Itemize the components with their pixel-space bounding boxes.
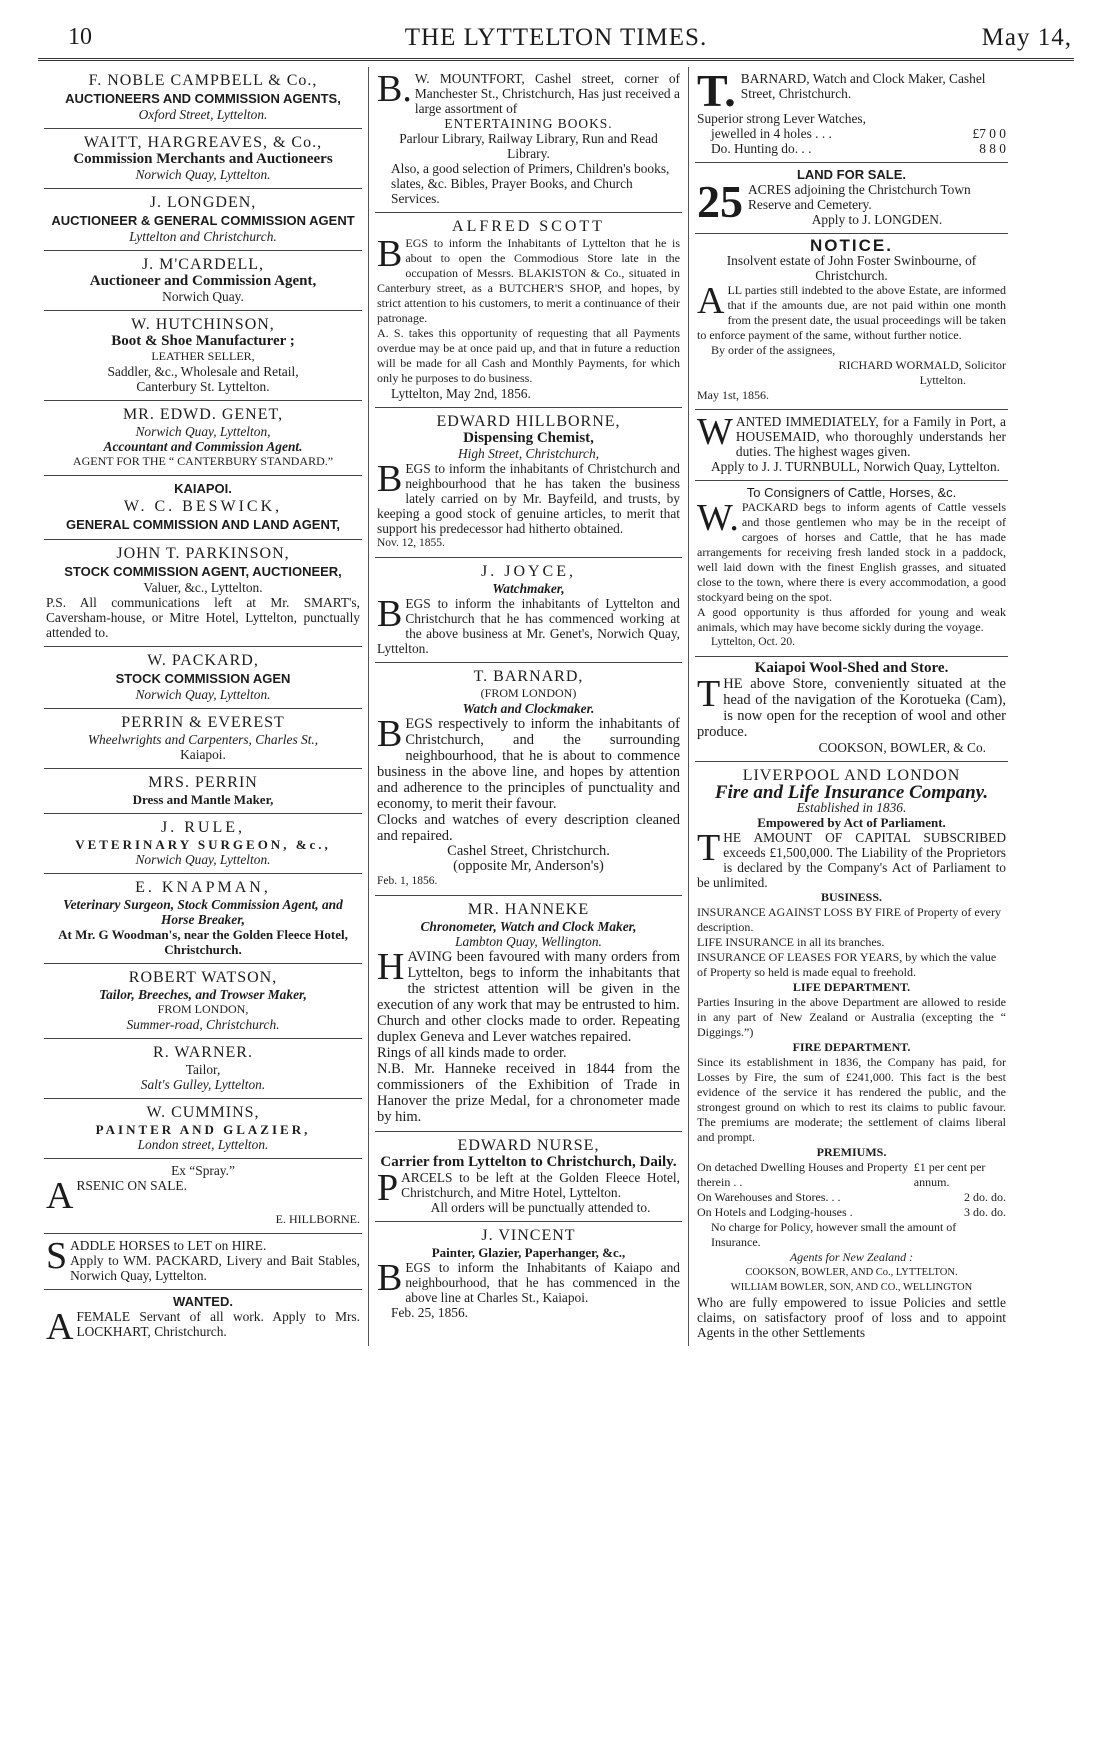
ad-perrin-everest: PERRIN & EVEREST Wheelwrights and Carpenters, Charles St., Kaiapoi. [44, 709, 362, 769]
ad-barnard-watches: T. BARNARD, Watch and Clock Maker, Cashel Street, Christchurch. Superior strong Lever Watches, jewelled in 4 holes . . . £7 0 0 Do. Hunting do. . . 8 8 0 [695, 67, 1008, 163]
ad-alfred-scott: ALFRED SCOTT BEGS to inform the Inhabitants of Lyttelton that he is about to open the Commodious Store late in the occupation of Messrs. BLAKISTON & Co., situated in Canterbury street, as a BUTCHER'S SHOP, and hopes, by strict attention to his customers, to merit a continuance of their patronage. A. S. takes this opportunity of requesting that all Payments overdue may be at once paid up, and that in future a reduction will be made for all Cash and Monthly Payments, for which only he purposes to do business. Lyttelton, May 2nd, 1856. [375, 213, 682, 408]
ad-wanted-female: WANTED. A FEMALE Servant of all work. Apply to Mrs. LOCKHART, Christchurch. [46, 1294, 360, 1348]
ad-genet: MR. EDWD. GENET, Norwich Quay, Lyttelton, Accountant and Commission Agent. AGENT FOR THE “ CANTERBURY STANDARD.” [44, 401, 362, 476]
ad-t-barnard: T. BARNARD, (FROM LONDON) Watch and Clockmaker. BEGS respectively to inform the inhabitants of Christchurch, and the surrounding neighbourhood, that he is about to commence business in the above line, and hopes by attention and adherence to the principles of punctuality and economy, to merit their favour. Clocks and watches of every description cleaned and repaired. Cashel Street, Christchurch. (opposite Mr, Anderson's) Feb. 1, 1856. [375, 663, 682, 896]
ad-insurance: LIVERPOOL AND LONDON Fire and Life Insurance Company. Established in 1836. Empowered by Act of Parliament. THE AMOUNT OF CAPITAL SUBSCRIBED exceeds £1,500,000. The Liability of the Proprietors is declared by the Company's Act of Parliament to be unlimited. BUSINESS. INSURANCE AGAINST LOSS BY FIRE of Property of every description. LIFE INSURANCE in all its branches. INSURANCE OF LEASES FOR YEARS, by which the value of Property so held is made equal to freehold. LIFE DEPARTMENT. Parties Insuring in the above Department are allowed to reside in any part of New Zealand or Australia (excepting the “ Diggings.”) FIRE DEPARTMENT. Since its establishment in 1836, the Company has paid, for Losses by Fire, the sum of £241,000. This fact is the best evidence of the service it has rendered the public, and the strongest ground on which to rest its claims to public favour. The premiums are moderate; the settlement of claims liberal and prompt. PREMIUMS. On detached Dwelling Houses and Property therein . . £1 per cent per annum. On Warehouses and Stores. . . 2 do. do. On Hotels and Lodging-houses . 3 do. do. No charge for Policy, however small the amount of Insurance. Agents for New Zealand : COOKSON, BOWLER, AND Co., LYTTELTON. WILLIAM BOWLER, SON, AND CO., WELLINGTON Who are fully empowered to issue Policies and settle claims, on satisfactory proof of loss and to appoint Agents in the other Settlements [697, 767, 1006, 1340]
ad-saddle-horses: S ADDLE HORSES to LET on HIRE. Apply to WM. PACKARD, Livery and Bait Stables, Norwich Quay, Lyttelton. [44, 1234, 362, 1290]
ad-campbell: F. NOBLE CAMPBELL & Co., AUCTIONEERS AND COMMISSION AGENTS, Oxford Street, Lyttelton. [44, 67, 362, 129]
ad-parkinson: JOHN T. PARKINSON, STOCK COMMISSION AGENT, AUCTIONEER, Valuer, &c., Lyttelton. P.S. All communications left at Mr. SMART's, Caversham-house, or Mitre Hotel, Lyttelton, punctually attended to. [44, 540, 362, 647]
page-number: 10 [68, 24, 92, 50]
ad-mccardell: J. M'CARDELL, Auctioneer and Commission Agent, Norwich Quay. [44, 251, 362, 311]
ad-hillborne: EDWARD HILLBORNE, Dispensing Chemist, High Street, Christchurch, BEGS to inform the inhabitants of Christchurch and neighbourhood that he has taken the business lately carried on by Mr. Bayfeild, and trusts, by keeping a good stock of genuine articles, to merit that support his predecessor had hitherto obtained. Nov. 12, 1855. [375, 408, 682, 558]
ad-mrs-perrin: MRS. PERRIN Dress and Mantle Maker, [44, 769, 362, 814]
ad-packard-stock: W. PACKARD, STOCK COMMISSION AGEN Norwich Quay, Lyttelton. [44, 647, 362, 709]
ad-land-for-sale: LAND FOR SALE. 25 ACRES adjoining the Christchurch Town Reserve and Cemetery. Apply to J. LONGDEN. [695, 163, 1008, 234]
columns [38, 67, 1074, 1346]
masthead-rule [38, 58, 1074, 61]
column-2 [368, 67, 688, 1346]
ad-woolshed: Kaiapoi Wool-Shed and Store. THE above Store, conveniently situated at the head of the navigation of the Korotueka (Cam), is now open for the reception of wool and other produce. COOKSON, BOWLER, & Co. [695, 657, 1008, 762]
issue-date: May 14, [981, 24, 1072, 51]
ad-watson: ROBERT WATSON, Tailor, Breeches, and Trowser Maker, FROM LONDON, Summer-road, Christchurch. [44, 964, 362, 1039]
ad-consigners: To Consigners of Cattle, Horses, &c. W. PACKARD begs to inform agents of Cattle vessels and those gentlemen who may be in the receipt of cargoes of horses and Cattle, that he has made arrangements for receiving fresh landed stock in a paddock, well laid down with the finest English grasses, and situated close to the town, where there is every accommodation, a good stockyard being on the spot. A good opportunity is thus afforded for young and weak animals, which may have become sickly during the voyage. Lyttelton, Oct. 20. [695, 481, 1008, 657]
ad-rule: J. RULE, VETERINARY SURGEON, &c., Norwich Quay, Lyttelton. [44, 814, 362, 874]
ad-cummins: W. CUMMINS, PAINTER AND GLAZIER, London street, Lyttelton. [44, 1099, 362, 1159]
newspaper-title: THE LYTTELTON TIMES. [404, 24, 708, 51]
ad-longden: J. LONGDEN, AUCTIONEER & GENERAL COMMISSION AGENT Lyttelton and Christchurch. [44, 189, 362, 251]
ad-warner: R. WARNER. Tailor, Salt's Gulley, Lyttelton. [44, 1039, 362, 1099]
column-1 [38, 67, 368, 1346]
ad-edward-nurse: EDWARD NURSE, Carrier from Lyttelton to Christchurch, Daily. PARCELS to be left at the Golden Fleece Hotel, Christchurch, and Mitre Hotel, Lyttelton. All orders will be punctually attended to. [375, 1132, 682, 1222]
ad-waitt-hargreaves: WAITT, HARGREAVES, & Co., Commission Merchants and Auctioneers Norwich Quay, Lyttelton. [44, 129, 362, 189]
ad-hutchinson: W. HUTCHINSON, Boot & Shoe Manufacturer ; LEATHER SELLER, Saddler, &c., Wholesale and Retail, Canterbury St. Lyttelton. [44, 311, 362, 401]
ad-mountfort: B. W. MOUNTFORT, Cashel street, corner of Manchester St., Christchurch, Has just received a large assortment of ENTERTAINING BOOKS. Parlour Library, Railway Library, Run and Read Library. Also, a good selection of Primers, Children's books, slates, &c. Bibles, Prayer Books, and Church Services. [375, 67, 682, 213]
ad-arsenic: Ex “Spray.” ARSENIC ON SALE. E. HILLBORNE. [44, 1159, 362, 1234]
masthead [38, 14, 1074, 54]
ad-notice: NOTICE. Insolvent estate of John Foster Swinbourne, of Christchurch. ALL parties still indebted to the above Estate, are informed that if the amounts due, are not paid within one month from the present date, the usual proceedings will be taken to enforce payment of the same, without further notice. By order of the assignees, RICHARD WORMALD, Solicitor Lyttelton. May 1st, 1856. [695, 234, 1008, 410]
ad-beswick: KAIAPOI. W. C. BESWICK, GENERAL COMMISSION AND LAND AGENT, [44, 476, 362, 540]
ad-hanneke: MR. HANNEKE Chronometer, Watch and Clock Maker, Lambton Quay, Wellington. HAVING been favoured with many orders from Lyttelton, begs to inform the inhabitants that the strictest attention will be given in the execution of any work that may be entrusted to him. Church and other clocks made to order. Repeating duplex Geneva and Lever watches repaired. Rings of all kinds made to order. N.B. Mr. Hanneke received in 1844 from the commissioners of the Exhibition of Trade in Hanover the prize Medal, for a chronometer made by him. [375, 896, 682, 1132]
ad-knapman: E. KNAPMAN, Veterinary Surgeon, Stock Commission Agent, and Horse Breaker, At Mr. G Woodman's, near the Golden Fleece Hotel, Christchurch. [44, 874, 362, 964]
ad-joyce: J. JOYCE, Watchmaker, BEGS to inform the inhabitants of Lyttelton and Christchurch that he has commenced working at the above business at Mr. Genet's, Norwich Quay, Lyttelton. [375, 558, 682, 663]
ad-wanted-housemaid: WANTED IMMEDIATELY, for a Family in Port, a HOUSEMAID, who thoroughly understands her duties. The highest wages given. Apply to J. J. TURNBULL, Norwich Quay, Lyttelton. [695, 410, 1008, 481]
ad-vincent: J. VINCENT Painter, Glazier, Paperhanger, &c., BEGS to inform the Inhabitants of Kaiapo and neighbourhood, that he has commenced in the above line at Charles St., Kaiapoi. Feb. 25, 1856. [377, 1227, 680, 1320]
column-3 [688, 67, 1014, 1346]
